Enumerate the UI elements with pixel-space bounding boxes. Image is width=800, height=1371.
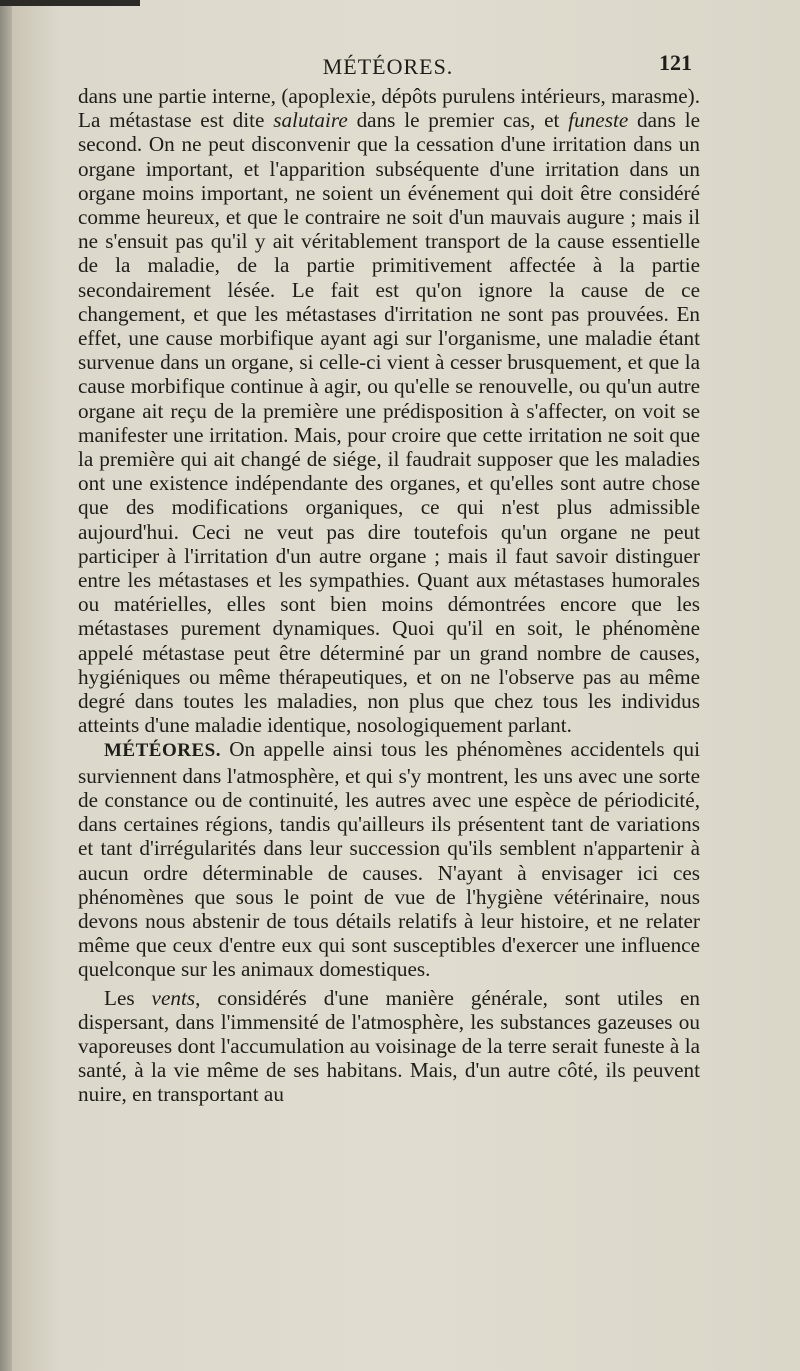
- paragraph-meteores: [78, 737, 700, 981]
- paragraph-text: dans le premier cas, et: [347, 108, 569, 133]
- paragraph-text: , considérés d'une manière générale, sont utiles en dispersant, dans l'immensité de l'atmosphère, les substances gazeuses ou vaporeuses dont l'accumulation au voisinage de la terre serait funeste à la santé, à la vie même de ses habitans. Mais, d'un autre côté, ils peuvent nuire, en transportant au: [78, 985, 700, 1107]
- italic-term-vents: vents: [151, 985, 196, 1010]
- paragraph-text: dans une partie interne, (apoplexie, dépôts purulens intérieurs, marasme). La métastase est dite: [78, 84, 700, 133]
- page-left-edge: [0, 0, 12, 1371]
- page-header: [78, 50, 698, 86]
- paragraph-text: Les: [104, 985, 152, 1010]
- page-top-edge: [0, 0, 140, 6]
- paragraph-text: dans le second. On ne peut disconvenir que la cessation d'une irritation dans un organe important, et l'apparition subséquente d'une irritation dans un organe moins important, ne soient un événement qui doit être considéré comme heureux, et que le contraire ne soit d'un mauvais augure ; mais il ne s'ensuit pas qu'il y ait véritablement transport de la cause essentielle de la maladie, de la partie primitivement affectée à la partie secondairement lésée. Le fait est qu'on ignore la cause de ce changement, et que les métastases d'irritation ne sont pas prouvées. En effet, une cause morbifique ayant agi sur l'organisme, une maladie étant survenue dans un organe, si celle-ci vient à cesser brusquement, et que la cause morbifique continue à agir, ou qu'elle se renouvelle, ou qu'un autre organe ait reçu de la première une prédisposition à s'affecter, on voit se manifester une irritation. Mais, pour croire que cette irritation ne soit que la première qui ait changé de siége, il faudrait supposer que les maladies ont une existence indépendante des organes, et qu'elles sont autre chose que des modifications organiques, ce qui n'est plus admissible aujourd'hui. Ceci ne veut pas dire toutefois qu'un organe ne peut participer à l'irritation d'un autre organe ; mais il faut savoir distinguer entre les métastases et les sympathies. Quant aux métastases humorales ou matérielles, elles sont bien moins démontrées encore que les métastases purement dynamiques. Quoi qu'il en soit, le phénomène appelé métastase peut être déterminé par un grand nombre de causes, hygiéniques ou même thérapeutiques, et on ne l'observe pas au même degré dans toutes les maladies, non plus que chez tous les individus atteints d'une maladie identique, nosologiquement parlant.: [78, 108, 700, 738]
- italic-term-salutaire: salutaire: [273, 108, 348, 133]
- page-number: 121: [659, 50, 692, 75]
- italic-term-funeste: funeste: [568, 108, 629, 133]
- paragraph-vents: [78, 986, 700, 1107]
- paragraph-text: On appelle ainsi tous les phénomènes accidentels qui surviennent dans l'atmosphère, et qui s'y montrent, les uns avec une sorte de constance ou de continuité, les autres avec une espèce de périodicité, dans certaines régions, tandis qu'ailleurs ils présentent tant de variations et tant d'irrégularités dans leur succession qu'ils semblent n'appartenir à aucun ordre déterminable de causes. N'ayant à envisager ici ces phénomènes que sous le point de vue de l'hygiène vétérinaire, nous devons nous abstenir de tous détails relatifs à leur histoire, et ne relater même que ceux d'entre eux qui sont susceptibles d'exercer une influence quelconque sur les animaux domestiques.: [78, 737, 700, 982]
- entry-headword: MÉTÉORES.: [104, 740, 221, 762]
- running-title: MÉTÉORES.: [322, 54, 454, 79]
- paragraph-metastase-continued: [78, 84, 700, 737]
- body-text: [78, 84, 700, 1107]
